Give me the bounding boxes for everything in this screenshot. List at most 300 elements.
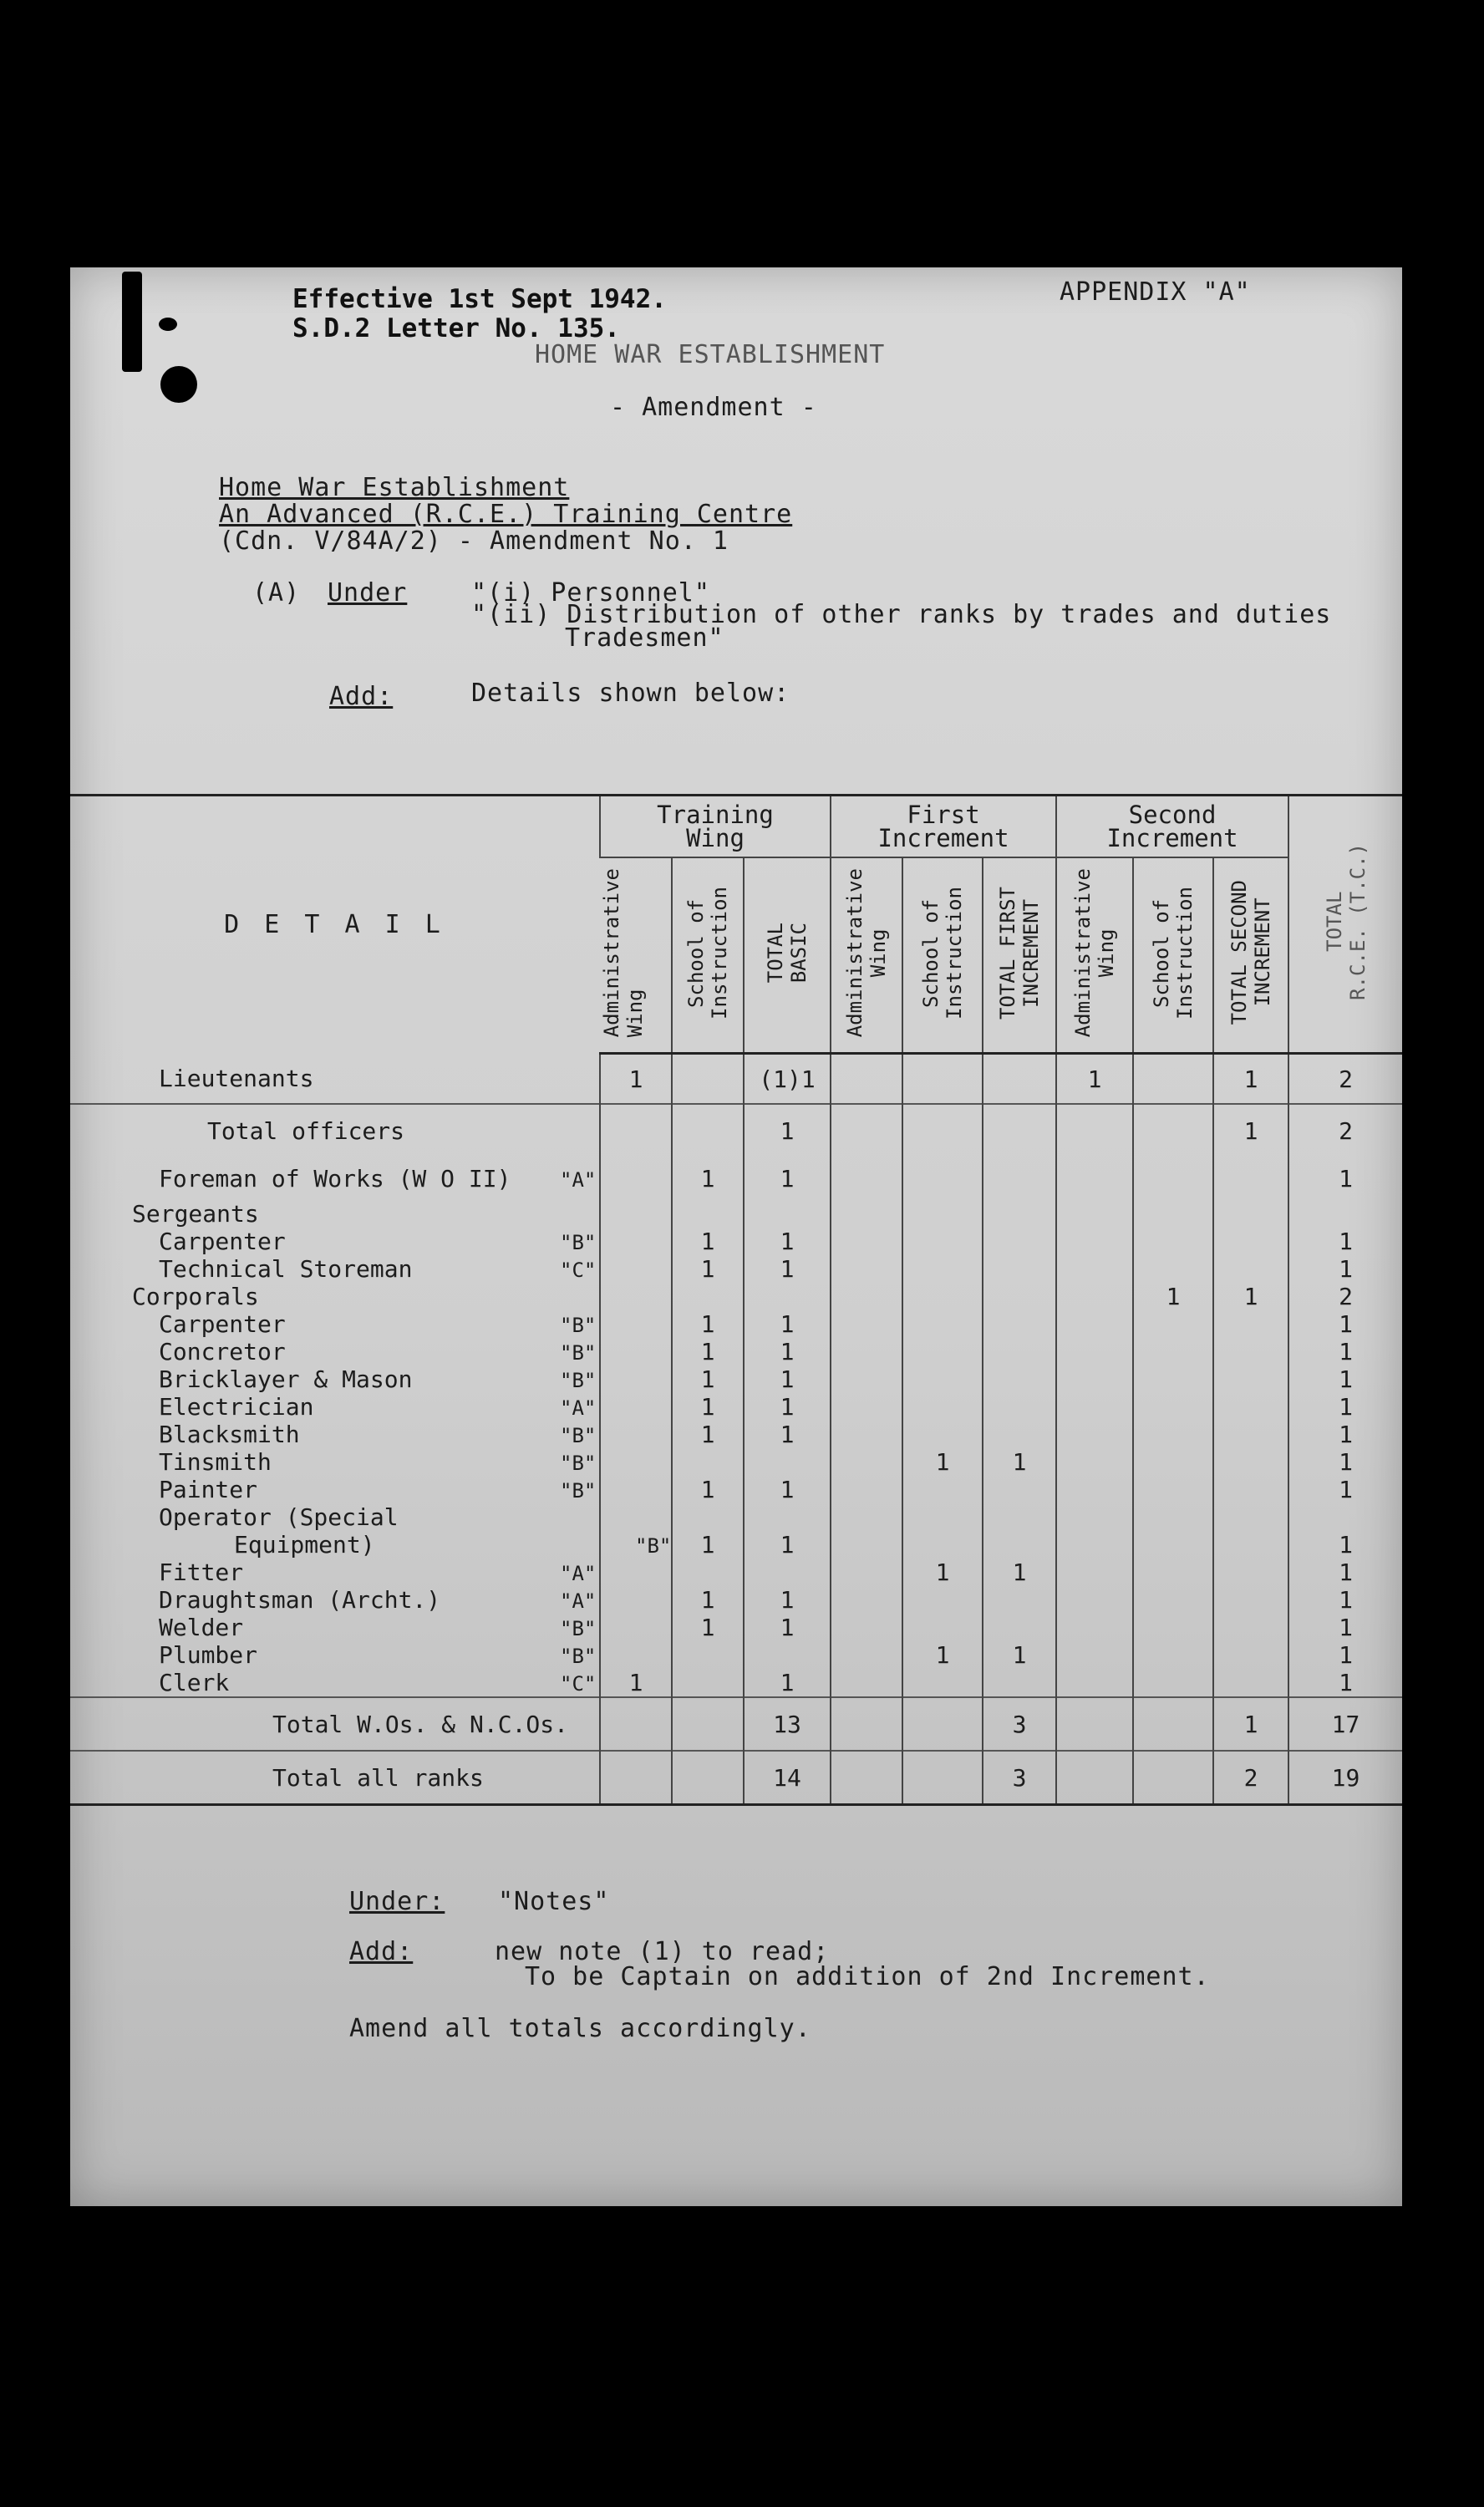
value-cell: 17 [1288,1697,1402,1751]
value-cell [1056,1503,1133,1531]
column-header [600,857,672,1054]
first-increment-group-header [831,796,1056,858]
value-cell [831,1641,902,1669]
value-cell: 1 [1288,1421,1402,1448]
trade-class: "B" [560,1479,597,1503]
value-cell [1056,1200,1133,1228]
value-cell: 2 [1288,1283,1402,1310]
detail-label: Plumber [159,1641,258,1669]
value-cell [1133,1751,1213,1805]
value-cell [1213,1157,1288,1200]
value-cell: 3 [983,1751,1056,1805]
punch-hole-mark [160,366,197,403]
value-cell [983,1310,1056,1338]
value-cell [1213,1448,1288,1476]
detail-cell [70,1614,600,1641]
value-cell: 1 [672,1228,744,1255]
value-cell [1133,1641,1213,1669]
value-cell [1213,1559,1288,1586]
value-cell: 1 [1056,1054,1133,1105]
value-cell: 1 [672,1393,744,1421]
trade-class: "A" [560,1562,597,1585]
trade-class: "B" [635,1534,672,1558]
trade-class: "B" [560,1314,597,1337]
value-cell [831,1228,902,1255]
value-cell [831,1503,902,1531]
unit-subtitle: An Advanced (R.C.E.) Training Centre [219,500,793,529]
value-cell: 1 [672,1310,744,1338]
value-cell [1213,1365,1288,1393]
table-row [70,1054,1402,1105]
value-cell [744,1283,831,1310]
value-cell [1133,1586,1213,1614]
value-cell: 3 [983,1697,1056,1751]
table-row [70,1641,1402,1669]
value-cell: 1 [1288,1157,1402,1200]
value-cell: 1 [1288,1255,1402,1283]
trade-class: "A" [560,1167,597,1192]
value-cell [600,1283,672,1310]
value-cell [831,1448,902,1476]
value-cell [1288,1503,1402,1531]
value-cell [672,1054,744,1105]
value-cell [902,1669,983,1697]
trade-class: "B" [560,1617,597,1640]
value-cell: 1 [672,1531,744,1559]
value-cell [1056,1697,1133,1751]
table-row [70,1614,1402,1641]
value-cell [1213,1641,1288,1669]
table-row [70,1157,1402,1200]
value-cell [600,1365,672,1393]
value-cell [831,1751,902,1805]
appendix-label: APPENDIX "A" [1060,277,1251,307]
add-label: Add: [329,682,394,711]
value-cell [902,1338,983,1365]
column-header-label: TOTAL SECOND INCREMENT [1227,880,1275,1025]
value-cell [744,1200,831,1228]
value-cell [1133,1476,1213,1503]
value-cell [983,1365,1056,1393]
value-cell [831,1054,902,1105]
value-cell: 2 [1288,1054,1402,1105]
value-cell: 1 [600,1669,672,1697]
detail-cell [70,1310,600,1338]
detail-label: Painter [159,1476,258,1503]
table-row [70,1104,1402,1157]
column-header [983,857,1056,1054]
detail-label: Draughtsman (Archt.) [159,1586,441,1614]
value-cell [902,1421,983,1448]
value-cell: 2 [1213,1751,1288,1805]
trade-class: "B" [560,1424,597,1447]
value-cell [1056,1393,1133,1421]
value-cell [1213,1393,1288,1421]
value-cell [1056,1586,1133,1614]
value-cell: 1 [983,1641,1056,1669]
detail-column-header: D E T A I L [70,796,600,1054]
value-cell: 1 [672,1157,744,1200]
detail-cell [70,1255,600,1283]
value-cell [1213,1531,1288,1559]
value-cell [983,1200,1056,1228]
value-cell [600,1559,672,1586]
value-cell [902,1054,983,1105]
value-cell [1133,1531,1213,1559]
value-cell [1213,1669,1288,1697]
value-cell: 1 [744,1476,831,1503]
value-cell [672,1697,744,1751]
table-row [70,1255,1402,1283]
value-cell [831,1157,902,1200]
value-cell [1133,1104,1213,1157]
value-cell [983,1338,1056,1365]
value-cell [902,1365,983,1393]
column-header [1213,857,1288,1054]
value-cell [744,1641,831,1669]
detail-cell [70,1338,600,1365]
value-cell [600,1338,672,1365]
detail-cell [70,1559,600,1586]
value-cell: 1 [672,1476,744,1503]
value-cell [1133,1697,1213,1751]
column-header-label: Administrative Wing [600,867,647,1038]
value-cell [983,1283,1056,1310]
value-cell [1056,1228,1133,1255]
value-cell [672,1641,744,1669]
value-cell: 1 [744,1228,831,1255]
column-header [1056,857,1133,1054]
value-cell: 1 [902,1641,983,1669]
value-cell [831,1531,902,1559]
value-cell [1213,1586,1288,1614]
binder-tag-mark [122,272,142,372]
value-cell [1056,1751,1133,1805]
value-cell [1133,1338,1213,1365]
value-cell [672,1104,744,1157]
value-cell [600,1393,672,1421]
value-cell: 1 [744,1104,831,1157]
detail-cell [70,1751,600,1805]
trade-class: "C" [560,1672,597,1696]
value-cell: 1 [983,1559,1056,1586]
detail-label: Electrician [159,1393,314,1421]
value-cell: 1 [744,1586,831,1614]
note-1-text: To be Captain on addition of 2nd Increment. [525,1962,1210,1991]
value-cell: 1 [902,1448,983,1476]
value-cell [1056,1669,1133,1697]
value-cell: 1 [1288,1448,1402,1476]
value-cell [1133,1157,1213,1200]
value-cell [1133,1054,1213,1105]
value-cell [1133,1393,1213,1421]
total-rce-label: TOTAL R.C.E. (T.C.) [1322,843,1370,1000]
first-increment-label: First Increment [877,801,1009,852]
detail-label: Total W.Os. & N.C.Os. [272,1710,569,1738]
value-cell [1056,1448,1133,1476]
table-row [70,1697,1402,1751]
value-cell [1056,1255,1133,1283]
value-cell [1133,1503,1213,1531]
value-cell: (1)1 [744,1054,831,1105]
value-cell [672,1669,744,1697]
column-header-label: School of Instruction [919,886,967,1020]
value-cell [983,1157,1056,1200]
value-cell [831,1283,902,1310]
value-cell [600,1104,672,1157]
detail-cell [70,1157,600,1200]
value-cell: 1 [1288,1365,1402,1393]
value-cell [983,1104,1056,1157]
letter-reference: S.D.2 Letter No. 135. [292,313,620,343]
value-cell [600,1200,672,1228]
table-row [70,1559,1402,1586]
value-cell [744,1559,831,1586]
value-cell [1056,1310,1133,1338]
value-cell [1056,1421,1133,1448]
value-cell: 1 [744,1421,831,1448]
value-cell [672,1559,744,1586]
value-cell [831,1476,902,1503]
value-cell [672,1751,744,1805]
detail-cell [70,1476,600,1503]
value-cell: 13 [744,1697,831,1751]
value-cell: 1 [1288,1310,1402,1338]
value-cell [1056,1614,1133,1641]
value-cell [600,1586,672,1614]
unit-title: Home War Establishment [219,473,570,502]
detail-cell [70,1503,600,1531]
notes-under-text: "Notes" [498,1887,610,1916]
value-cell [1213,1310,1288,1338]
value-cell [600,1614,672,1641]
detail-cell [70,1421,600,1448]
value-cell [600,1310,672,1338]
value-cell: 1 [1213,1697,1288,1751]
value-cell [983,1054,1056,1105]
value-cell [1056,1531,1133,1559]
value-cell: 1 [1213,1104,1288,1157]
section-marker: (A) [252,578,301,608]
value-cell: 1 [672,1586,744,1614]
value-cell [831,1669,902,1697]
detail-label: Sergeants [132,1200,259,1228]
value-cell [831,1104,902,1157]
value-cell: 1 [744,1365,831,1393]
value-cell [1213,1200,1288,1228]
column-header [672,857,744,1054]
value-cell: 1 [1288,1586,1402,1614]
value-cell: 1 [744,1255,831,1283]
value-cell [1133,1421,1213,1448]
table-row [70,1283,1402,1310]
value-cell [1133,1228,1213,1255]
value-cell: 1 [744,1310,831,1338]
value-cell [902,1310,983,1338]
value-cell [600,1255,672,1283]
notes-add-text: new note (1) to read; [495,1937,830,1966]
value-cell: 1 [1213,1054,1288,1105]
column-header-label: School of Instruction [1150,886,1197,1020]
value-cell: 1 [744,1531,831,1559]
value-cell [831,1614,902,1641]
detail-label: Lieutenants [159,1064,314,1092]
trade-class: "B" [560,1645,597,1668]
trade-class: "B" [560,1369,597,1392]
table-row [70,1669,1402,1697]
table-row [70,1448,1402,1476]
detail-cell [70,1104,600,1157]
value-cell [744,1448,831,1476]
value-cell: 1 [744,1614,831,1641]
value-cell [831,1559,902,1586]
value-cell [983,1503,1056,1531]
value-cell [1133,1365,1213,1393]
value-cell [1213,1338,1288,1365]
table-row [70,1365,1402,1393]
value-cell: 1 [1288,1476,1402,1503]
table-row [70,1503,1402,1531]
detail-label: Concretor [159,1338,286,1365]
value-cell [1133,1448,1213,1476]
second-increment-label: Second Increment [1106,801,1238,852]
detail-cell [70,1586,600,1614]
value-cell [600,1228,672,1255]
value-cell [1133,1310,1213,1338]
value-cell: 1 [672,1365,744,1393]
value-cell [902,1104,983,1157]
value-cell [831,1393,902,1421]
value-cell: 1 [1213,1283,1288,1310]
detail-cell [70,1448,600,1476]
trade-class: "B" [560,1452,597,1475]
value-cell: 1 [902,1559,983,1586]
value-cell [831,1255,902,1283]
value-cell [983,1531,1056,1559]
value-cell: 14 [744,1751,831,1805]
value-cell [672,1283,744,1310]
value-cell [600,1641,672,1669]
detail-label: Equipment) [234,1531,375,1559]
value-cell [831,1200,902,1228]
value-cell [983,1228,1056,1255]
value-cell [983,1669,1056,1697]
value-cell [1133,1255,1213,1283]
value-cell: 1 [1288,1338,1402,1365]
value-cell [1133,1559,1213,1586]
value-cell [1213,1228,1288,1255]
detail-label: Bricklayer & Mason [159,1365,413,1393]
table-row [70,1751,1402,1805]
value-cell: 1 [1288,1641,1402,1669]
value-cell: 1 [672,1421,744,1448]
under-item-tradesmen: Tradesmen" [565,623,724,653]
value-cell [1213,1614,1288,1641]
closing-instruction: Amend all totals accordingly. [349,2014,811,2043]
value-cell: 1 [744,1393,831,1421]
detail-label: Total officers [207,1116,405,1145]
establishment-table [70,794,1402,1806]
value-cell: 1 [744,1157,831,1200]
value-cell [744,1503,831,1531]
value-cell [902,1751,983,1805]
value-cell [600,1421,672,1448]
detail-label: Tinsmith [159,1448,272,1476]
detail-cell [70,1228,600,1255]
column-header-label: TOTAL FIRST INCREMENT [996,886,1044,1020]
value-cell: 1 [1288,1531,1402,1559]
under-item-personnel: "(i) Personnel" [471,578,710,608]
training-wing-label: Training Wing [657,801,774,852]
value-cell [672,1503,744,1531]
value-cell [831,1365,902,1393]
column-header-label: School of Instruction [684,886,731,1020]
value-cell: 1 [1288,1393,1402,1421]
value-cell: 19 [1288,1751,1402,1805]
column-header-label: Administrative Wing [1071,867,1119,1038]
notes-under-label: Under: [349,1887,445,1916]
value-cell [600,1157,672,1200]
value-cell [1133,1614,1213,1641]
value-cell [831,1586,902,1614]
value-cell [1056,1476,1133,1503]
value-cell [902,1586,983,1614]
detail-label: Fitter [159,1559,244,1586]
value-cell [600,1448,672,1476]
value-cell [983,1586,1056,1614]
value-cell [1056,1338,1133,1365]
value-cell [1213,1255,1288,1283]
detail-label: Foreman of Works (W O II) [159,1164,511,1192]
detail-cell [70,1365,600,1393]
table-row [70,1200,1402,1228]
value-cell: 1 [1133,1283,1213,1310]
detail-label: Blacksmith [159,1421,300,1448]
table-row [70,1531,1402,1559]
value-cell [1133,1200,1213,1228]
value-cell: 1 [1288,1559,1402,1586]
column-header [831,857,902,1054]
add-text: Details shown below: [471,679,790,708]
notes-add-label: Add: [349,1937,414,1966]
detail-label: Carpenter [159,1310,286,1338]
under-item-distribution: "(ii) Distribution of other ranks by trades and duties [471,600,1332,629]
value-cell: 1 [600,1054,672,1105]
unit-reference: (Cdn. V/84A/2) - Amendment No. 1 [219,526,729,556]
detail-cell [70,1641,600,1669]
value-cell [831,1338,902,1365]
detail-cell [70,1531,672,1559]
binder-tick-mark [159,318,177,331]
detail-cell [70,1283,600,1310]
value-cell [831,1421,902,1448]
value-cell [983,1614,1056,1641]
detail-label: Carpenter [159,1228,286,1255]
value-cell [902,1393,983,1421]
value-cell [983,1393,1056,1421]
trade-class: "B" [560,1341,597,1365]
value-cell: 2 [1288,1104,1402,1157]
value-cell [672,1448,744,1476]
value-cell [1133,1669,1213,1697]
detail-cell [70,1697,600,1751]
detail-cell [70,1669,600,1697]
value-cell [1056,1641,1133,1669]
value-cell [902,1697,983,1751]
value-cell: 1 [672,1338,744,1365]
value-cell: 1 [672,1255,744,1283]
table-row [70,1476,1402,1503]
